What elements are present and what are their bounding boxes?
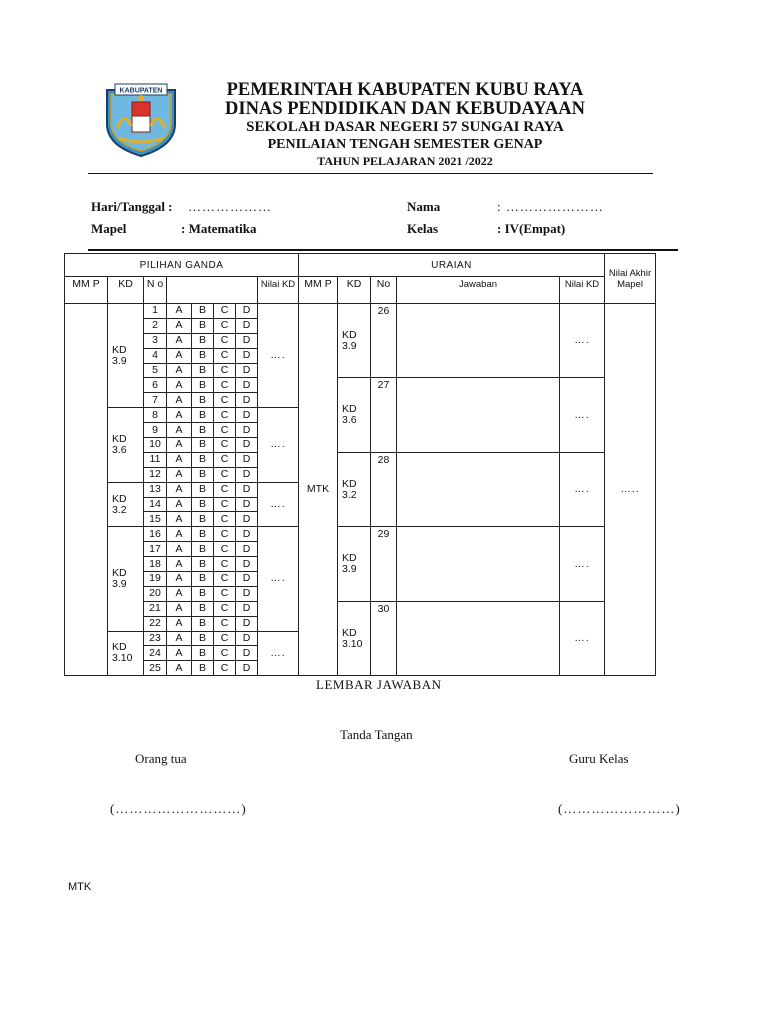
option-a-bubble[interactable]: A	[167, 601, 192, 616]
option-d-bubble[interactable]: D	[236, 601, 258, 616]
option-d-bubble[interactable]: D	[236, 661, 258, 676]
option-a-bubble[interactable]: A	[167, 572, 192, 587]
option-d-bubble[interactable]: D	[236, 572, 258, 587]
pg-kd-label: KD 3.10	[108, 631, 144, 676]
option-d-bubble[interactable]: D	[236, 527, 258, 542]
question-number: 4	[144, 348, 167, 363]
option-d-bubble[interactable]: D	[236, 452, 258, 467]
option-c-bubble[interactable]: C	[214, 527, 236, 542]
no-heading: N o	[144, 277, 167, 304]
uraian-question-number: 26	[371, 304, 397, 378]
table-row	[65, 304, 656, 319]
option-d-bubble[interactable]: D	[236, 467, 258, 482]
option-c-bubble[interactable]: C	[214, 586, 236, 601]
tanda-tangan-label: Tanda Tangan	[340, 727, 413, 742]
uraian-kd-label: KD 3.9	[338, 304, 371, 378]
kelas-label: Kelas	[407, 221, 439, 236]
mtk-footer-label: MTK	[68, 881, 92, 893]
question-number: 6	[144, 378, 167, 393]
option-a-bubble[interactable]: A	[167, 497, 192, 512]
orang-tua-label: Orang tua	[135, 751, 187, 766]
option-a-bubble[interactable]: A	[167, 646, 192, 661]
option-a-bubble[interactable]: A	[167, 423, 192, 438]
question-number: 19	[144, 572, 167, 587]
option-a-bubble[interactable]: A	[167, 348, 192, 363]
orang-tua-signature[interactable]: (………………………)	[110, 801, 247, 816]
option-d-bubble[interactable]: D	[236, 393, 258, 408]
option-c-bubble[interactable]: C	[214, 452, 236, 467]
option-a-bubble[interactable]: A	[167, 512, 192, 527]
pg-kd-label: KD 3.6	[108, 408, 144, 482]
option-c-bubble[interactable]: C	[214, 304, 236, 319]
option-c-bubble[interactable]: C	[214, 467, 236, 482]
option-b-bubble[interactable]: B	[192, 452, 214, 467]
hari-label: Hari/Tanggal :	[91, 199, 173, 214]
uraian-nilai-kd-field[interactable]: ….	[560, 304, 605, 378]
question-number: 11	[144, 452, 167, 467]
option-c-bubble[interactable]: C	[214, 423, 236, 438]
option-c-bubble[interactable]: C	[214, 601, 236, 616]
option-b-bubble[interactable]: B	[192, 542, 214, 557]
lembar-jawaban-caption: LEMBAR JAWABAN	[316, 677, 442, 692]
option-d-bubble[interactable]: D	[236, 482, 258, 497]
option-d-bubble[interactable]: D	[236, 542, 258, 557]
jawaban-heading: Jawaban	[397, 277, 560, 304]
option-b-bubble[interactable]: B	[192, 497, 214, 512]
option-c-bubble[interactable]: C	[214, 631, 236, 646]
question-number: 13	[144, 482, 167, 497]
option-c-bubble[interactable]: C	[214, 482, 236, 497]
option-d-bubble[interactable]: D	[236, 631, 258, 646]
option-c-bubble[interactable]: C	[214, 393, 236, 408]
option-d-bubble[interactable]: D	[236, 363, 258, 378]
uraian-question-number: 27	[371, 378, 397, 452]
uraian-question-number: 29	[371, 527, 397, 601]
guru-kelas-label: Guru Kelas	[569, 751, 629, 766]
uraian-nilai-kd-field[interactable]: ….	[560, 527, 605, 601]
option-d-bubble[interactable]: D	[236, 586, 258, 601]
uraian-mmp-heading: MM P	[299, 277, 338, 304]
question-number: 18	[144, 557, 167, 572]
option-a-bubble[interactable]: A	[167, 616, 192, 631]
uraian-answer-field[interactable]	[397, 601, 560, 675]
table-row	[65, 527, 656, 542]
pg-mmp-cell	[65, 304, 108, 676]
nama-value[interactable]: : …………………	[497, 199, 604, 214]
option-b-bubble[interactable]: B	[192, 601, 214, 616]
question-number: 22	[144, 616, 167, 631]
nilai-kd-field[interactable]: ….	[258, 631, 299, 676]
uraian-nilai-kd-heading: Nilai KD	[560, 277, 605, 304]
option-b-bubble[interactable]: B	[192, 363, 214, 378]
option-b-bubble[interactable]: B	[192, 304, 214, 319]
question-number: 9	[144, 423, 167, 438]
option-b-bubble[interactable]: B	[192, 348, 214, 363]
table-row	[65, 601, 656, 616]
uraian-answer-field[interactable]	[397, 378, 560, 452]
table-subheader-row	[65, 277, 656, 304]
options-heading	[167, 277, 258, 304]
info-divider	[88, 249, 678, 251]
uraian-kd-label: KD 3.10	[338, 601, 371, 675]
question-number: 8	[144, 408, 167, 423]
uraian-question-number: 30	[371, 601, 397, 675]
question-number: 3	[144, 333, 167, 348]
option-b-bubble[interactable]: B	[192, 616, 214, 631]
question-number: 14	[144, 497, 167, 512]
option-b-bubble[interactable]: B	[192, 467, 214, 482]
table-row	[65, 452, 656, 467]
question-number: 5	[144, 363, 167, 378]
question-number: 24	[144, 646, 167, 661]
option-c-bubble[interactable]: C	[214, 408, 236, 423]
answer-sheet-table	[64, 253, 656, 676]
question-number: 1	[144, 304, 167, 319]
uraian-answer-field[interactable]	[397, 452, 560, 526]
question-number: 10	[144, 438, 167, 453]
option-d-bubble[interactable]: D	[236, 438, 258, 453]
uraian-no-heading: No	[371, 277, 397, 304]
pg-kd-label: KD 3.9	[108, 304, 144, 408]
option-a-bubble[interactable]: A	[167, 527, 192, 542]
option-d-bubble[interactable]: D	[236, 646, 258, 661]
uraian-question-number: 28	[371, 452, 397, 526]
option-a-bubble[interactable]: A	[167, 452, 192, 467]
uraian-kd-heading: KD	[338, 277, 371, 304]
option-c-bubble[interactable]: C	[214, 438, 236, 453]
option-a-bubble[interactable]: A	[167, 586, 192, 601]
option-a-bubble[interactable]: A	[167, 378, 192, 393]
uraian-kd-label: KD 3.9	[338, 527, 371, 601]
option-a-bubble[interactable]: A	[167, 482, 192, 497]
option-c-bubble[interactable]: C	[214, 348, 236, 363]
option-a-bubble[interactable]: A	[167, 557, 192, 572]
nilai-akhir-field[interactable]: …..	[605, 304, 656, 676]
option-b-bubble[interactable]: B	[192, 572, 214, 587]
option-b-bubble[interactable]: B	[192, 333, 214, 348]
uraian-nilai-kd-field[interactable]: ….	[560, 378, 605, 452]
header-divider	[88, 173, 653, 174]
option-a-bubble[interactable]: A	[167, 393, 192, 408]
option-b-bubble[interactable]: B	[192, 393, 214, 408]
option-c-bubble[interactable]: C	[214, 318, 236, 333]
option-a-bubble[interactable]: A	[167, 318, 192, 333]
option-c-bubble[interactable]: C	[214, 363, 236, 378]
option-d-bubble[interactable]: D	[236, 512, 258, 527]
option-b-bubble[interactable]: B	[192, 482, 214, 497]
mmp-heading: MM P	[65, 277, 108, 304]
uraian-nilai-kd-field[interactable]: ….	[560, 601, 605, 675]
option-b-bubble[interactable]: B	[192, 646, 214, 661]
nilai-kd-field[interactable]: ….	[258, 408, 299, 482]
table-header-row	[65, 254, 656, 277]
uraian-mmp-mtk: MTK	[299, 304, 338, 676]
question-number: 2	[144, 318, 167, 333]
nilai-kd-field[interactable]: ….	[258, 482, 299, 527]
mapel-label: Mapel	[91, 221, 127, 236]
option-a-bubble[interactable]: A	[167, 408, 192, 423]
uraian-answer-field[interactable]	[397, 304, 560, 378]
kd-heading: KD	[108, 277, 144, 304]
option-c-bubble[interactable]: C	[214, 497, 236, 512]
uraian-answer-field[interactable]	[397, 527, 560, 601]
option-b-bubble[interactable]: B	[192, 512, 214, 527]
pg-kd-label: KD 3.2	[108, 482, 144, 527]
option-c-bubble[interactable]: C	[214, 646, 236, 661]
question-number: 21	[144, 601, 167, 616]
option-c-bubble[interactable]: C	[214, 542, 236, 557]
option-a-bubble[interactable]: A	[167, 333, 192, 348]
option-a-bubble[interactable]: A	[167, 661, 192, 676]
option-d-bubble[interactable]: D	[236, 497, 258, 512]
option-d-bubble[interactable]: D	[236, 423, 258, 438]
question-number: 15	[144, 512, 167, 527]
nilai-kd-heading: Nilai KD	[258, 277, 299, 304]
kelas-value: : IV(Empat)	[497, 221, 566, 236]
option-b-bubble[interactable]: B	[192, 631, 214, 646]
option-a-bubble[interactable]: A	[167, 438, 192, 453]
option-c-bubble[interactable]: C	[214, 378, 236, 393]
question-number: 25	[144, 661, 167, 676]
option-a-bubble[interactable]: A	[167, 363, 192, 378]
guru-kelas-signature[interactable]: (……………………)	[558, 801, 681, 816]
option-c-bubble[interactable]: C	[214, 572, 236, 587]
option-b-bubble[interactable]: B	[192, 318, 214, 333]
option-d-bubble[interactable]: D	[236, 378, 258, 393]
table-row	[65, 378, 656, 393]
option-c-bubble[interactable]: C	[214, 512, 236, 527]
mapel-value: : Matematika	[181, 221, 257, 236]
option-d-bubble[interactable]: D	[236, 408, 258, 423]
option-c-bubble[interactable]: C	[214, 557, 236, 572]
svg-text:KABUPATEN: KABUPATEN	[119, 87, 163, 95]
hari-value[interactable]: ………………	[188, 199, 272, 214]
uraian-heading: URAIAN	[299, 254, 605, 277]
option-b-bubble[interactable]: B	[192, 661, 214, 676]
option-b-bubble[interactable]: B	[192, 438, 214, 453]
option-d-bubble[interactable]: D	[236, 304, 258, 319]
uraian-kd-label: KD 3.2	[338, 452, 371, 526]
header-line-5: TAHUN PELAJARAN 2021 /2022	[317, 154, 493, 168]
option-c-bubble[interactable]: C	[214, 616, 236, 631]
nama-label: Nama	[407, 199, 441, 214]
question-number: 16	[144, 527, 167, 542]
question-number: 17	[144, 542, 167, 557]
option-d-bubble[interactable]: D	[236, 318, 258, 333]
option-b-bubble[interactable]: B	[192, 557, 214, 572]
pilihan-ganda-heading: PILIHAN GANDA	[65, 254, 299, 277]
option-b-bubble[interactable]: B	[192, 586, 214, 601]
header-line-4: PENILAIAN TENGAH SEMESTER GENAP	[267, 137, 543, 152]
option-a-bubble[interactable]: A	[167, 304, 192, 319]
pg-kd-label: KD 3.9	[108, 527, 144, 631]
option-b-bubble[interactable]: B	[192, 408, 214, 423]
kabupaten-logo	[101, 80, 181, 158]
nilai-kd-field[interactable]: ….	[258, 304, 299, 408]
option-d-bubble[interactable]: D	[236, 616, 258, 631]
option-d-bubble[interactable]: D	[236, 333, 258, 348]
header-line-1: PEMERINTAH KABUPATEN KUBU RAYA	[226, 80, 584, 100]
option-d-bubble[interactable]: D	[236, 348, 258, 363]
option-a-bubble[interactable]: A	[167, 542, 192, 557]
uraian-nilai-kd-field[interactable]: ….	[560, 452, 605, 526]
option-b-bubble[interactable]: B	[192, 423, 214, 438]
option-a-bubble[interactable]: A	[167, 467, 192, 482]
option-c-bubble[interactable]: C	[214, 661, 236, 676]
option-b-bubble[interactable]: B	[192, 527, 214, 542]
question-number: 23	[144, 631, 167, 646]
header-line-2: DINAS PENDIDIKAN DAN KEBUDAYAAN	[225, 99, 585, 119]
header-line-3: SEKOLAH DASAR NEGERI 57 SUNGAI RAYA	[246, 119, 564, 135]
question-number: 7	[144, 393, 167, 408]
nilai-akhir-heading: Nilai Akhir Mapel	[605, 254, 656, 304]
nilai-kd-field[interactable]: ….	[258, 527, 299, 631]
option-b-bubble[interactable]: B	[192, 378, 214, 393]
option-a-bubble[interactable]: A	[167, 631, 192, 646]
uraian-kd-label: KD 3.6	[338, 378, 371, 452]
question-number: 12	[144, 467, 167, 482]
option-d-bubble[interactable]: D	[236, 557, 258, 572]
question-number: 20	[144, 586, 167, 601]
option-c-bubble[interactable]: C	[214, 333, 236, 348]
